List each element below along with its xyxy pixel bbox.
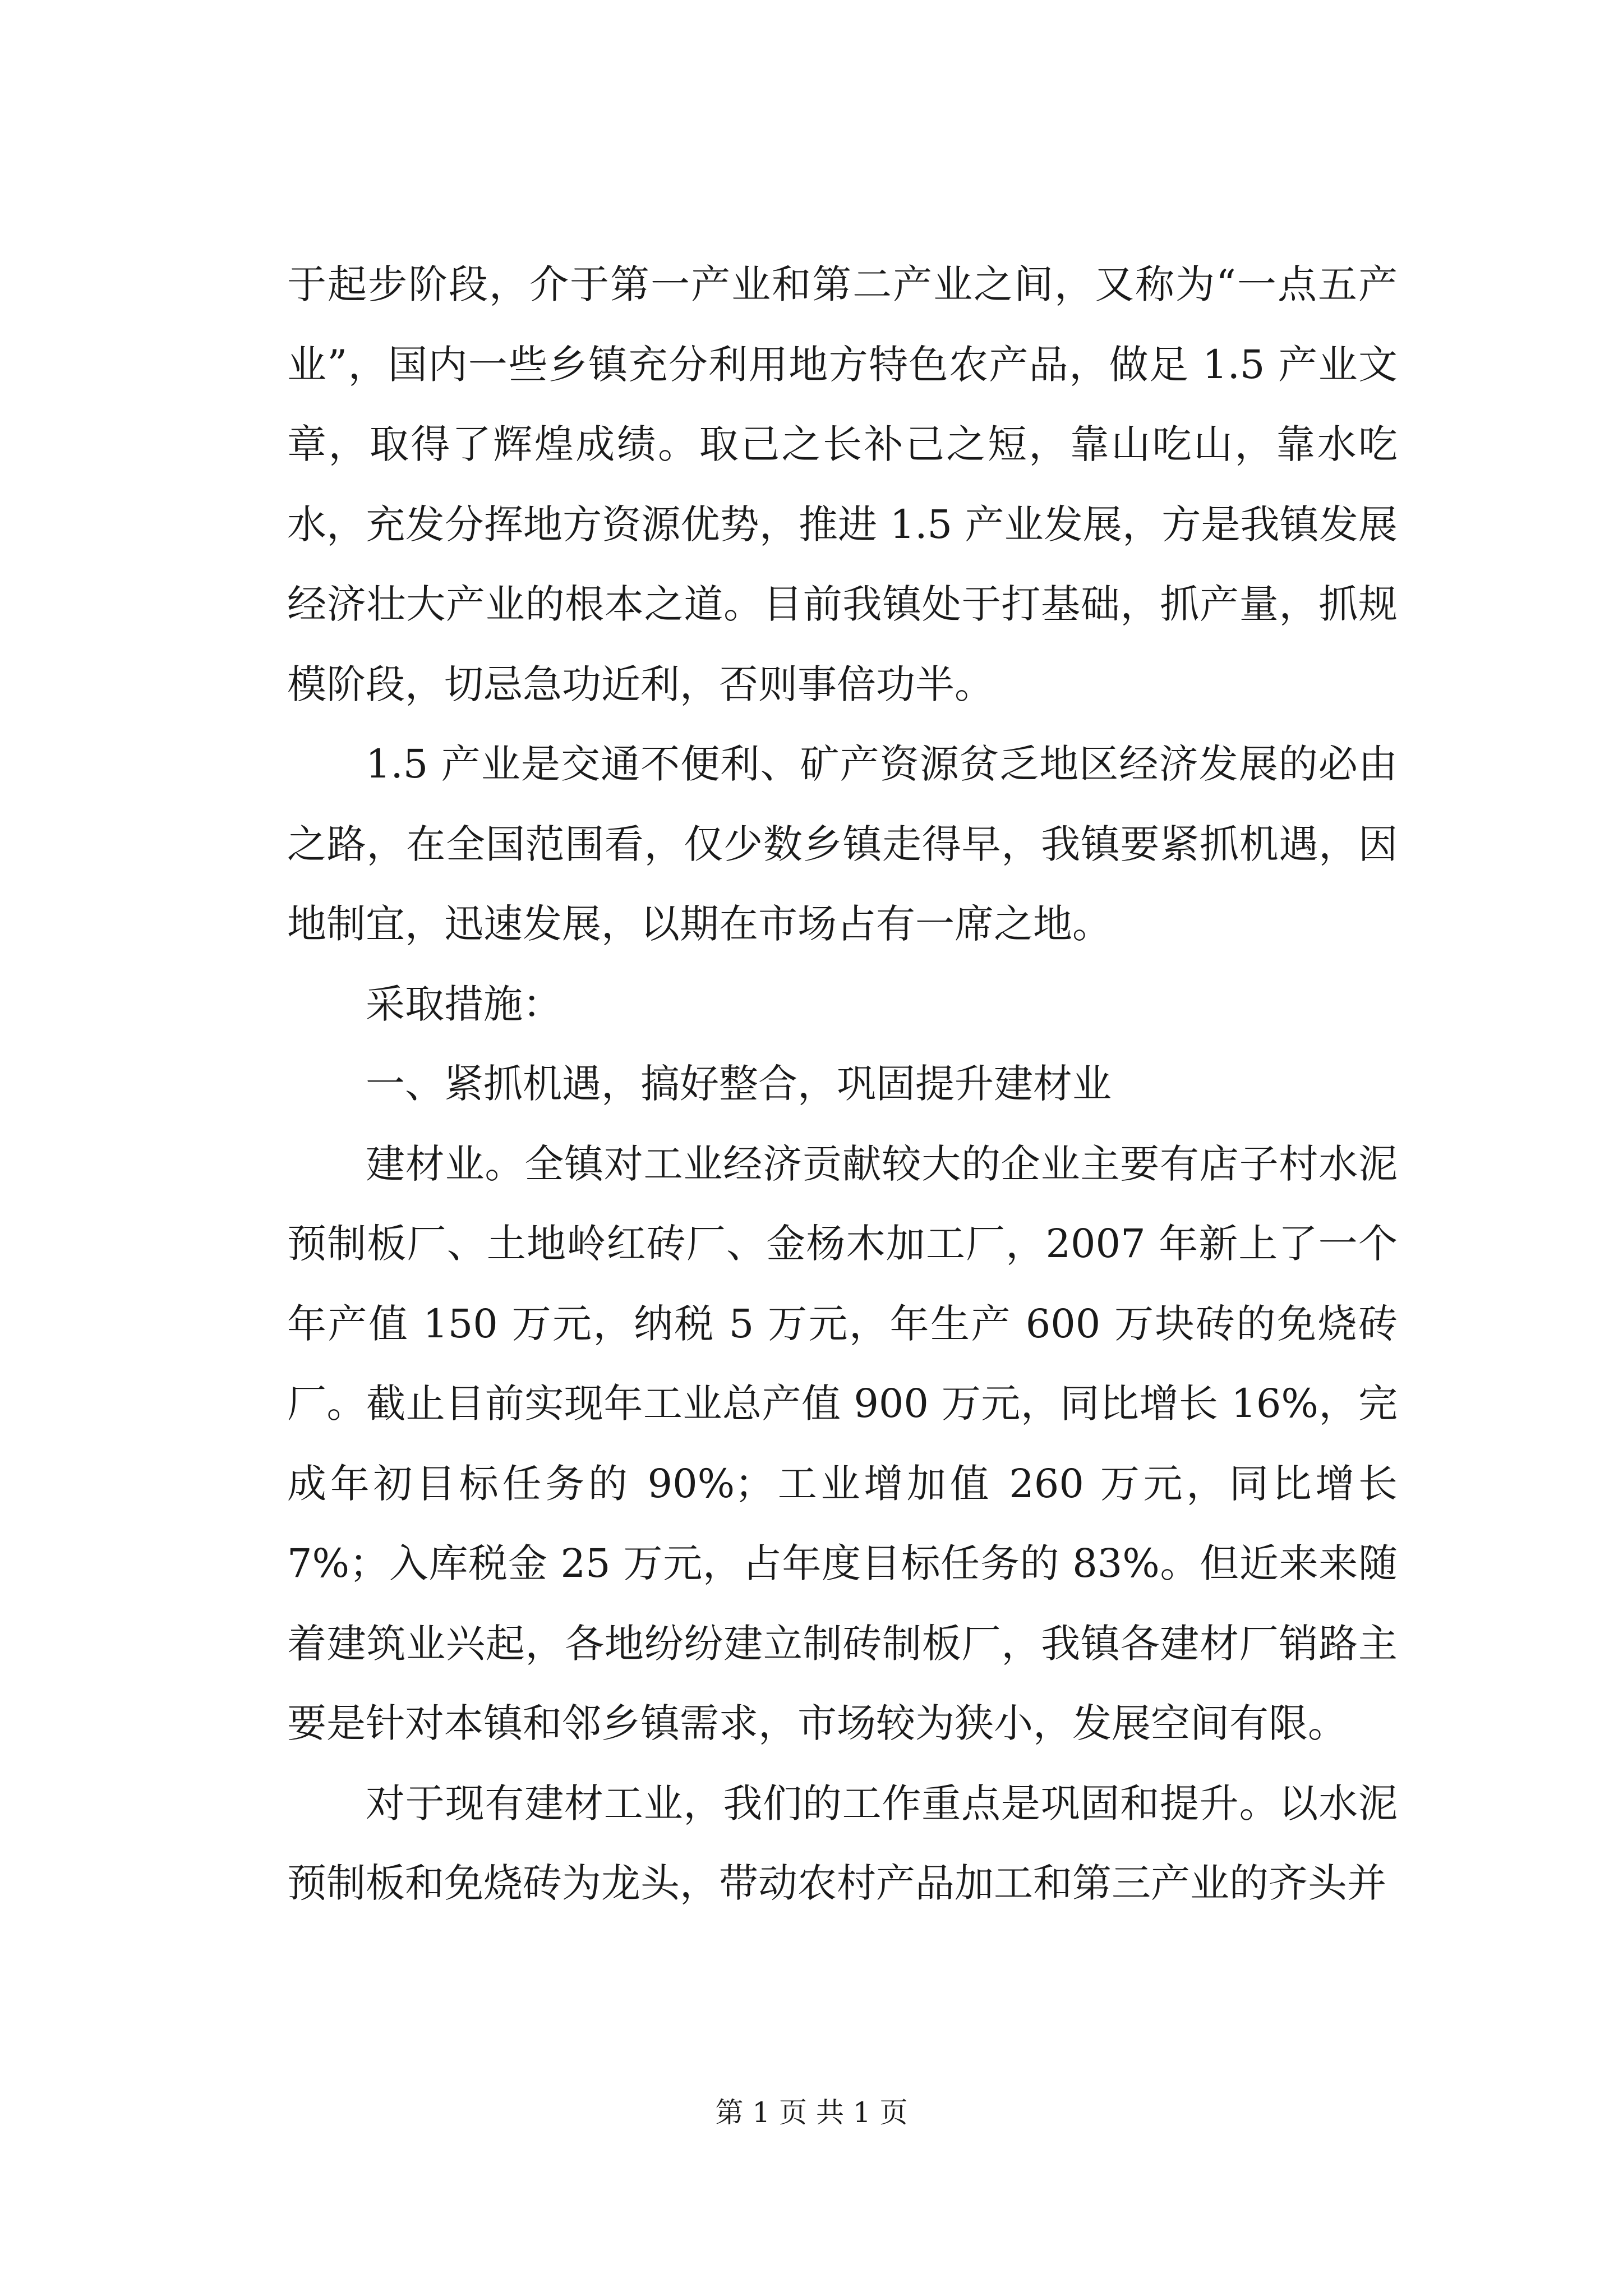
- page-footer: 第 1 页 共 1 页: [715, 2096, 908, 2129]
- paragraph: 建材业。全镇对工业经济贡献较大的企业主要有店子村水泥预制板厂、土地岭红砖厂、金杨木加工厂，2007 年新上了一个年产值 150 万元，纳税 5 万元，年生产 600 万块砖的免烧砖厂。截止目前实现年工业总产值 900 万元，同比增长 16%，完成年初目标任务的 90%；工业增加值 260 万元，同比增长 7%；入库税金 25 万元，占年度目标任务的 83%。但近来来随着建筑业兴起，各地纷纷建立制砖制板厂，我镇各建材厂销路主要是针对本镇和邻乡镇需求，市场较为狭小，发展空间有限。: [287, 1140, 1398, 1746]
- document-body: [287, 245, 1398, 1924]
- paragraph: 采取措施：: [366, 981, 562, 1027]
- paragraph: 于起步阶段，介于第一产业和第二产业之间，又称为“一点五产业”，国内一些乡镇充分利用地方特色农产品，做足 1.5 产业文章，取得了辉煌成绩。取己之长补己之短，靠山吃山，靠水吃水，充发分挥地方资源优势，推进 1.5 产业发展，方是我镇发展经济壮大产业的根本之道。目前我镇处于打基础，抓产量，抓规模阶段，切忌急功近利，否则事倍功半。: [287, 261, 1398, 707]
- section-heading: 一、紧抓机遇，搞好整合，巩固提升建材业: [366, 1061, 1112, 1107]
- paragraph: 1.5 产业是交通不便利、矿产资源贫乏地区经济发展的必由之路，在全国范围看，仅少数乡镇走得早，我镇要紧抓机遇，因地制宜，迅速发展，以期在市场占有一席之地。: [287, 741, 1398, 947]
- paragraph: 对于现有建材工业，我们的工作重点是巩固和提升。以水泥预制板和免烧砖为龙头，带动农村产品加工和第三产业的齐头并: [287, 1780, 1398, 1906]
